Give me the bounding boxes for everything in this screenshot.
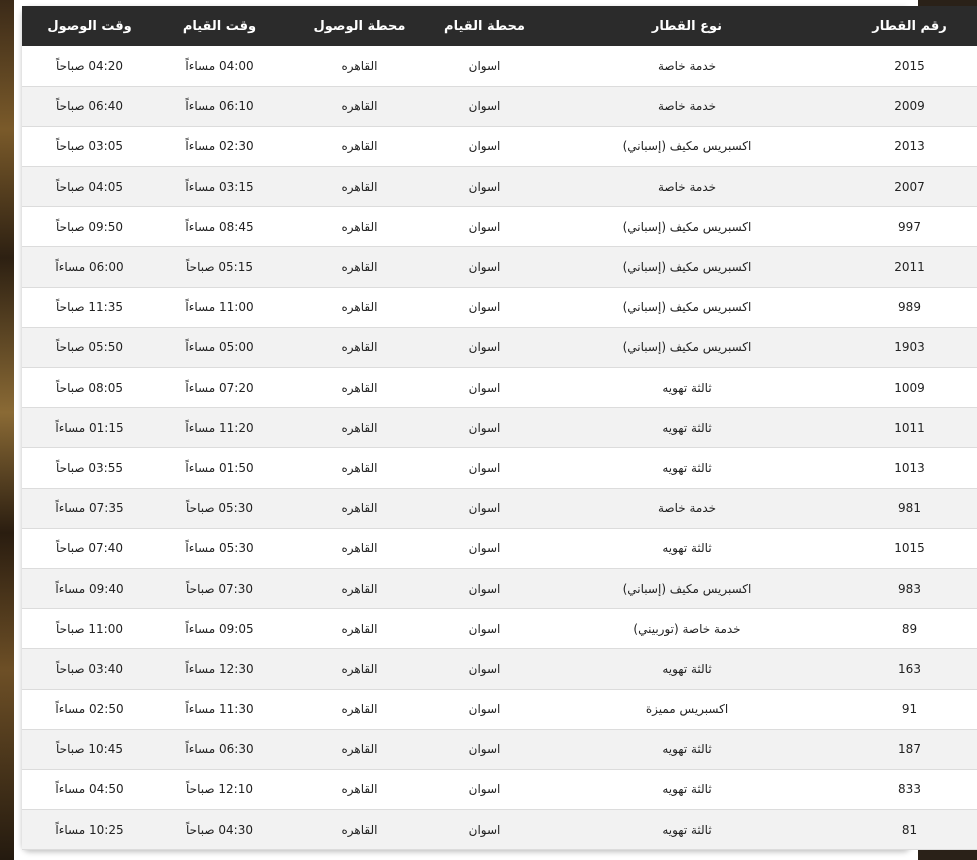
cell-departure-time: 07:30 صباحاً [186,581,253,596]
table-row [22,528,977,568]
cell-train-type: ثالثة تهويه [662,380,712,395]
cell-arrival-time: 07:35 مساءاً [55,501,124,516]
cell-departure-station: اسوان [468,139,501,154]
cell-arrival-station: القاهره [341,380,378,395]
cell-departure-station: اسوان [468,782,501,797]
header-departure-time: وقت القيام [182,18,257,34]
cell-train-number: 187 [898,742,921,757]
cell-train-type: اكسبريس مكيف (إسباني) [622,581,752,596]
cell-train-number: 833 [898,782,921,797]
cell-train-number: 997 [898,219,921,234]
cell-departure-time: 12:10 صباحاً [186,782,253,797]
cell-train-number: 1011 [894,420,925,435]
cell-arrival-time: 03:40 صباحاً [56,661,123,676]
cell-arrival-time: 05:50 صباحاً [56,340,123,355]
cell-departure-station: اسوان [468,460,501,475]
cell-arrival-station: القاهره [341,661,378,676]
cell-arrival-station: القاهره [341,219,378,234]
cell-arrival-station: القاهره [341,581,378,596]
cell-departure-station: اسوان [468,340,501,355]
table-row [22,247,977,287]
cell-departure-station: اسوان [468,742,501,757]
cell-departure-station: اسوان [468,300,501,315]
cell-departure-time: 09:05 مساءاً [185,621,254,636]
cell-train-number: 1009 [894,380,925,395]
train-schedule-card [22,6,947,850]
cell-departure-time: 06:30 مساءاً [185,742,254,757]
cell-departure-time: 08:45 مساءاً [185,219,254,234]
cell-arrival-time: 03:55 صباحاً [56,460,123,475]
cell-departure-time: 05:30 صباحاً [186,501,253,516]
cell-departure-time: 06:10 مساءاً [185,99,254,114]
cell-train-type: خدمة خاصة [657,179,717,194]
cell-departure-station: اسوان [468,99,501,114]
cell-train-number: 1903 [894,340,925,355]
cell-departure-time: 05:30 مساءاً [185,541,254,556]
cell-train-number: 2015 [894,58,925,73]
cell-arrival-time: 03:05 صباحاً [56,139,123,154]
table-row [22,368,977,408]
cell-departure-time: 04:00 مساءاً [185,58,254,73]
table-row [22,488,977,528]
table-row [22,689,977,729]
cell-train-type: اكسبريس مميزة [645,702,729,717]
background-image-strip [0,0,14,860]
table-row [22,448,977,488]
cell-train-number: 981 [898,501,921,516]
table-body [22,46,977,850]
cell-arrival-station: القاهره [341,58,378,73]
cell-train-type: اكسبريس مكيف (إسباني) [622,219,752,234]
cell-arrival-station: القاهره [341,420,378,435]
cell-train-type: اكسبريس مكيف (إسباني) [622,139,752,154]
cell-arrival-time: 04:05 صباحاً [56,179,123,194]
cell-train-type: ثالثة تهويه [662,420,712,435]
table-row [22,167,977,207]
cell-departure-time: 02:30 مساءاً [185,139,254,154]
cell-arrival-time: 11:00 صباحاً [56,621,123,636]
cell-train-type: ثالثة تهويه [662,460,712,475]
table-row [22,207,977,247]
cell-train-number: 1013 [894,460,925,475]
cell-arrival-time: 04:50 مساءاً [55,782,124,797]
cell-arrival-station: القاهره [341,139,378,154]
cell-departure-time: 05:00 مساءاً [185,340,254,355]
cell-departure-station: اسوان [468,420,501,435]
cell-arrival-time: 11:35 صباحاً [56,300,123,315]
cell-train-type: اكسبريس مكيف (إسباني) [622,300,752,315]
cell-departure-station: اسوان [468,541,501,556]
table-row [22,46,977,86]
cell-train-number: 91 [901,702,918,717]
cell-arrival-time: 07:40 صباحاً [56,541,123,556]
table-row [22,810,977,850]
cell-arrival-time: 06:40 صباحاً [56,99,123,114]
cell-arrival-station: القاهره [341,300,378,315]
cell-arrival-station: القاهره [341,179,378,194]
cell-train-type: ثالثة تهويه [662,661,712,676]
cell-arrival-station: القاهره [341,541,378,556]
cell-departure-time: 01:50 مساءاً [185,460,254,475]
cell-arrival-station: القاهره [341,460,378,475]
table-row [22,408,977,448]
cell-train-type: خدمة خاصة (توربيني) [633,621,741,636]
cell-arrival-station: القاهره [341,99,378,114]
cell-departure-time: 11:00 مساءاً [185,300,254,315]
cell-train-number: 989 [898,300,921,315]
cell-arrival-time: 10:45 صباحاً [56,742,123,757]
cell-train-type: اكسبريس مكيف (إسباني) [622,340,752,355]
cell-departure-station: اسوان [468,621,501,636]
cell-train-type: ثالثة تهويه [662,541,712,556]
cell-train-number: 2007 [894,179,925,194]
cell-departure-time: 11:30 مساءاً [185,702,254,717]
table-header-row [22,6,977,46]
cell-arrival-station: القاهره [341,702,378,717]
cell-departure-station: اسوان [468,58,501,73]
train-schedule-table [22,6,977,850]
header-arrival-station: محطة الوصول [313,18,406,34]
cell-departure-time: 07:20 مساءاً [185,380,254,395]
cell-train-type: ثالثة تهويه [662,742,712,757]
header-train-number: رقم القطار [872,18,947,34]
cell-departure-station: اسوان [468,661,501,676]
cell-arrival-station: القاهره [341,260,378,275]
cell-departure-time: 12:30 مساءاً [185,661,254,676]
cell-arrival-time: 09:40 مساءاً [55,581,124,596]
cell-train-type: خدمة خاصة [657,58,717,73]
cell-departure-time: 03:15 مساءاً [185,179,254,194]
table-row [22,287,977,327]
header-arrival-time: وقت الوصول [47,18,132,34]
cell-arrival-station: القاهره [341,340,378,355]
cell-departure-station: اسوان [468,179,501,194]
cell-departure-station: اسوان [468,260,501,275]
cell-arrival-time: 09:50 صباحاً [56,219,123,234]
cell-train-number: 2009 [894,99,925,114]
header-train-type: نوع القطار [651,18,723,34]
cell-arrival-station: القاهره [341,501,378,516]
cell-departure-station: اسوان [468,501,501,516]
cell-departure-station: اسوان [468,380,501,395]
cell-arrival-time: 04:20 صباحاً [56,58,123,73]
cell-train-type: ثالثة تهويه [662,782,712,797]
cell-departure-time: 11:20 مساءاً [185,420,254,435]
table-row [22,609,977,649]
table-row [22,86,977,126]
table-row [22,729,977,769]
cell-train-number: 1015 [894,541,925,556]
cell-train-number: 983 [898,581,921,596]
table-row [22,769,977,809]
cell-train-number: 89 [901,621,918,636]
cell-train-type: خدمة خاصة [657,501,717,516]
cell-arrival-station: القاهره [341,822,378,837]
cell-departure-station: اسوان [468,581,501,596]
header-departure-station: محطة القيام [444,18,525,34]
table-row [22,126,977,166]
cell-arrival-station: القاهره [341,742,378,757]
cell-departure-station: اسوان [468,219,501,234]
cell-arrival-time: 06:00 مساءاً [55,260,124,275]
cell-departure-time: 05:15 صباحاً [186,260,253,275]
cell-train-number: 2013 [894,139,925,154]
cell-departure-time: 04:30 صباحاً [186,822,253,837]
cell-train-type: اكسبريس مكيف (إسباني) [622,260,752,275]
cell-arrival-time: 08:05 صباحاً [56,380,123,395]
cell-train-type: ثالثة تهويه [662,822,712,837]
cell-arrival-time: 02:50 مساءاً [55,702,124,717]
cell-arrival-time: 10:25 مساءاً [55,822,124,837]
cell-arrival-station: القاهره [341,782,378,797]
cell-departure-station: اسوان [468,822,501,837]
cell-train-type: خدمة خاصة [657,99,717,114]
table-row [22,649,977,689]
cell-train-number: 2011 [894,260,925,275]
table-row [22,568,977,608]
cell-arrival-station: القاهره [341,621,378,636]
cell-train-number: 163 [898,661,921,676]
table-row [22,327,977,367]
cell-train-number: 81 [901,822,918,837]
cell-arrival-time: 01:15 مساءاً [55,420,124,435]
cell-departure-station: اسوان [468,702,501,717]
